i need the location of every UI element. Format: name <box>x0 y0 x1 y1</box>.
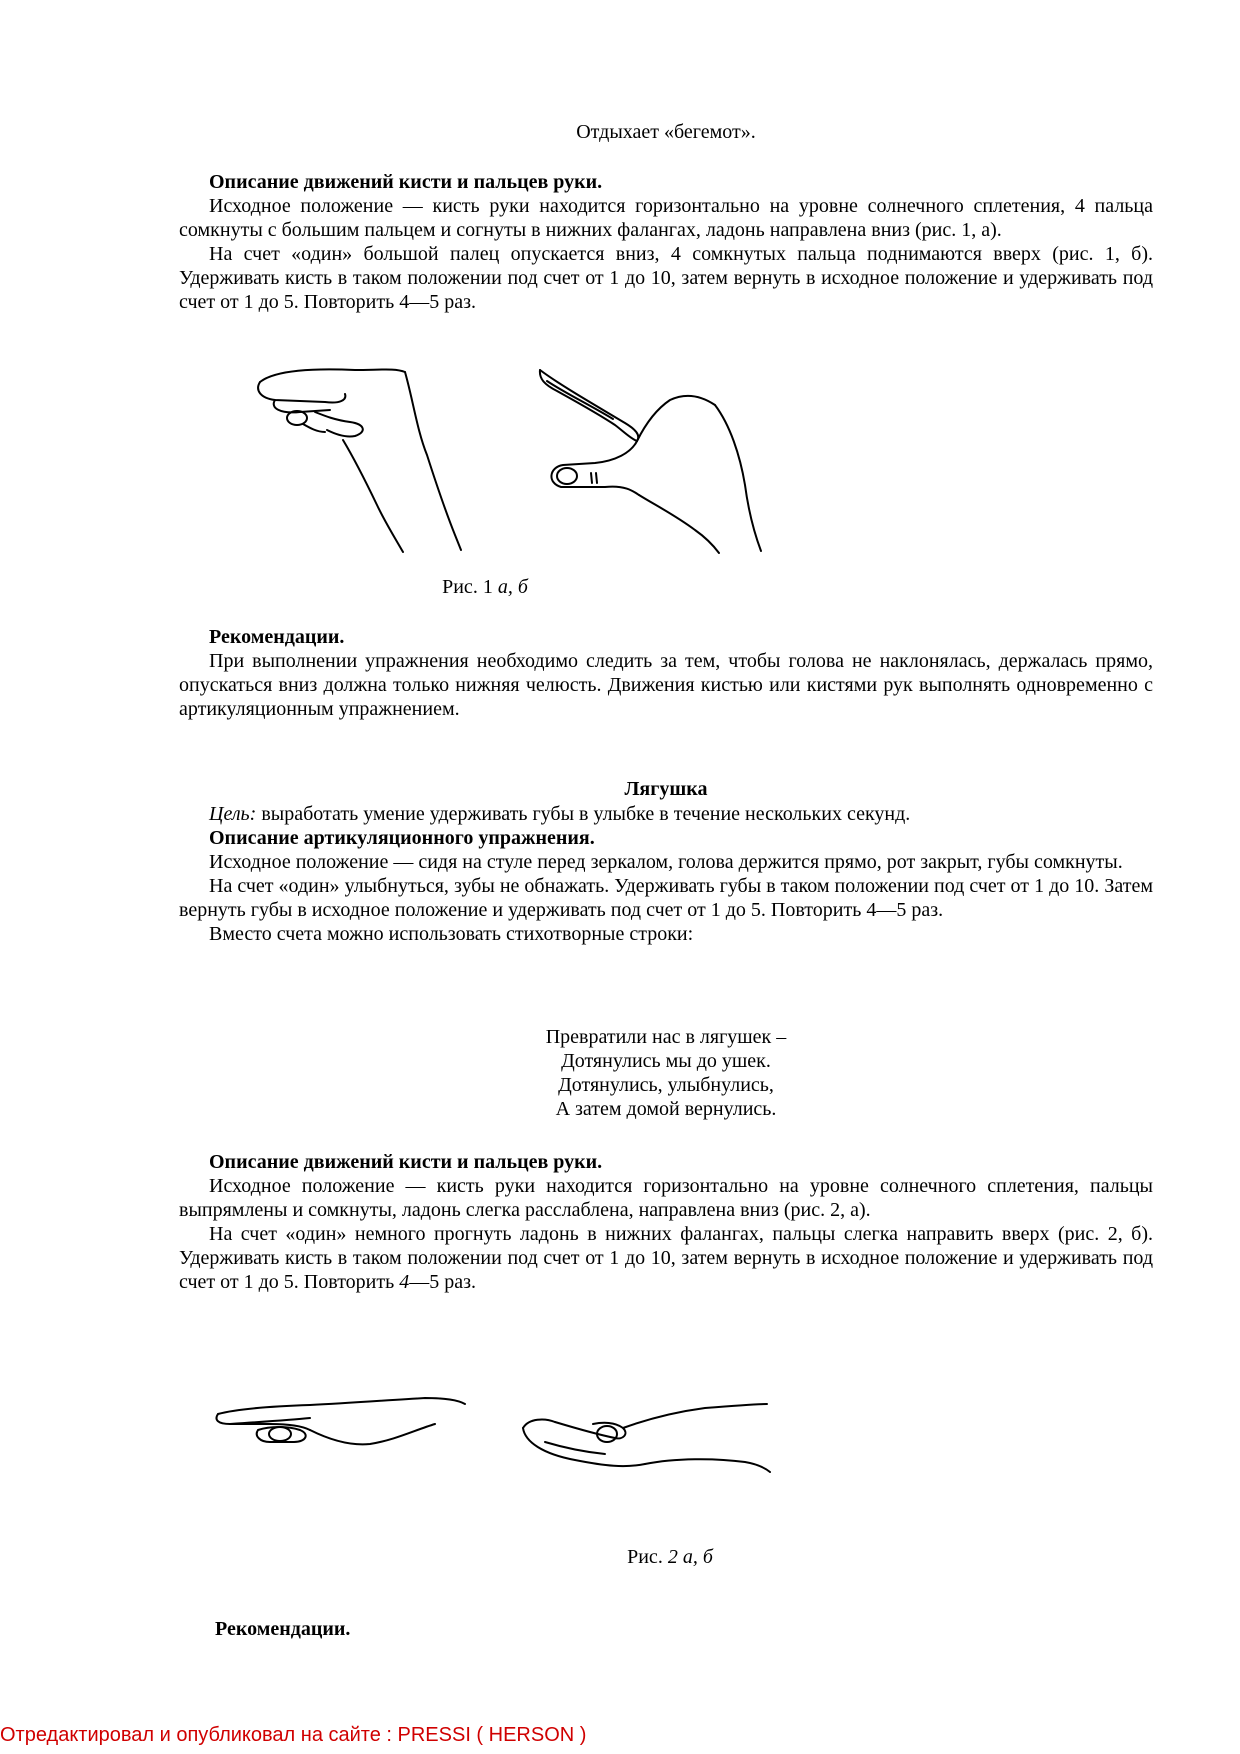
figure-2-caption <box>530 1545 810 1569</box>
figure-1-caption-letters: а, б <box>492 576 528 598</box>
hand-paragraph-2b-number: 4 <box>399 1271 410 1293</box>
artic-paragraph-3: Вместо счета можно использовать стихотворные строки: <box>209 923 694 945</box>
hand-description-2 <box>179 1150 1153 1294</box>
hand-heading-2: Описание движений кисти и пальцев руки. <box>209 1151 603 1173</box>
poem-line: Дотянулись, улыбнулись, <box>558 1074 774 1096</box>
rec-heading-1: Рекомендации. <box>209 626 345 648</box>
hand-paragraph-2a: Исходное положение — кисть руки находится горизонтально на уровне солнечного сплетения, пальцы выпрямлены и сомкнуты, ладонь слегка расслаблена, направлена вниз (рис. 2, а). <box>179 1175 1153 1221</box>
figure-2-hand-a <box>210 1390 470 1470</box>
figure-1-hand-a <box>255 360 495 555</box>
figure-1-hand-b <box>535 365 785 555</box>
exercise-2-body <box>179 802 1153 946</box>
figure-1-caption-label: Рис. 1 <box>442 576 493 598</box>
footer-credit: Отредактировал и опубликовал на сайте : PRESSI ( HERSON ) <box>0 1724 587 1746</box>
artic-paragraph-1: Исходное положение — сидя на стуле перед зеркалом, голова держится прямо, рот закрыт, губы сомкнуты. <box>209 851 1123 873</box>
hand-paragraph-1a: Исходное положение — кисть руки находится горизонтально на уровне солнечного сплетения, 4 пальца сомкнуты с большим пальцем и согнуты в нижних фалангах, ладонь направлена вниз (рис. 1, а). <box>179 195 1153 241</box>
goal-text: выработать умение удерживать губы в улыбке в течение нескольких секунд. <box>256 803 911 825</box>
goal-line <box>179 802 1153 826</box>
rec-text-1: При выполнении упражнения необходимо следить за тем, чтобы голова не наклонялась, держалась прямо, опускаться вниз должна только нижняя челюсть. Движения кистью или кистями рук выполнять одновременно с артикуляционным упражнением. <box>179 650 1153 720</box>
goal-label: Цель: <box>209 803 257 825</box>
exercise-title-frog: Лягушка <box>624 778 708 800</box>
figure-1-caption <box>310 575 660 599</box>
poem-line: Дотянулись мы до ушек. <box>561 1050 771 1072</box>
hand-paragraph-2b-text: На счет «один» немного прогнуть ладонь в нижних фалангах, пальцы слегка направить вверх (рис. 2, б). Удерживать кисть в таком положении под счет от 1 до 10, затем вернуть в исходное положение и удерживать под счет от 1 до 5. Повторить <box>179 1223 1153 1293</box>
figure-2-caption-letters: 2 а, б <box>662 1546 713 1568</box>
artic-heading: Описание артикуляционного упражнения. <box>209 827 595 849</box>
poem <box>379 1025 953 1121</box>
hand-paragraph-2b-end: —5 раз. <box>409 1271 477 1293</box>
hand-heading-1: Описание движений кисти и пальцев руки. <box>209 171 603 193</box>
hand-paragraph-2b <box>179 1222 1153 1294</box>
closing-line: Отдыхает «бегемот». <box>576 121 756 143</box>
figure-2-caption-label: Рис. <box>627 1546 663 1568</box>
hand-description-1 <box>179 170 1153 314</box>
poem-line: Превратили нас в лягушек – <box>545 1026 787 1048</box>
recommendations-1 <box>179 625 1153 721</box>
figure-2-hand-b <box>515 1398 775 1483</box>
artic-paragraph-2: На счет «один» улыбнуться, зубы не обнажать. Удерживать губы в таком положении под счет от 1 до 10. Затем вернуть губы в исходное положение и удерживать под счет от 1 до 5. Повторить 4—5 раз. <box>179 875 1153 921</box>
hand-paragraph-1b: На счет «один» большой палец опускается вниз, 4 сомкнутых пальца поднимаются вверх (рис. 1, б). Удерживать кисть в таком положении под счет от 1 до 10, затем вернуть в исходное положение и удерживать под счет от 1 до 5. Повторить 4—5 раз. <box>179 243 1153 313</box>
poem-line: А затем домой вернулись. <box>555 1098 777 1120</box>
rec-heading-2: Рекомендации. <box>215 1618 351 1640</box>
